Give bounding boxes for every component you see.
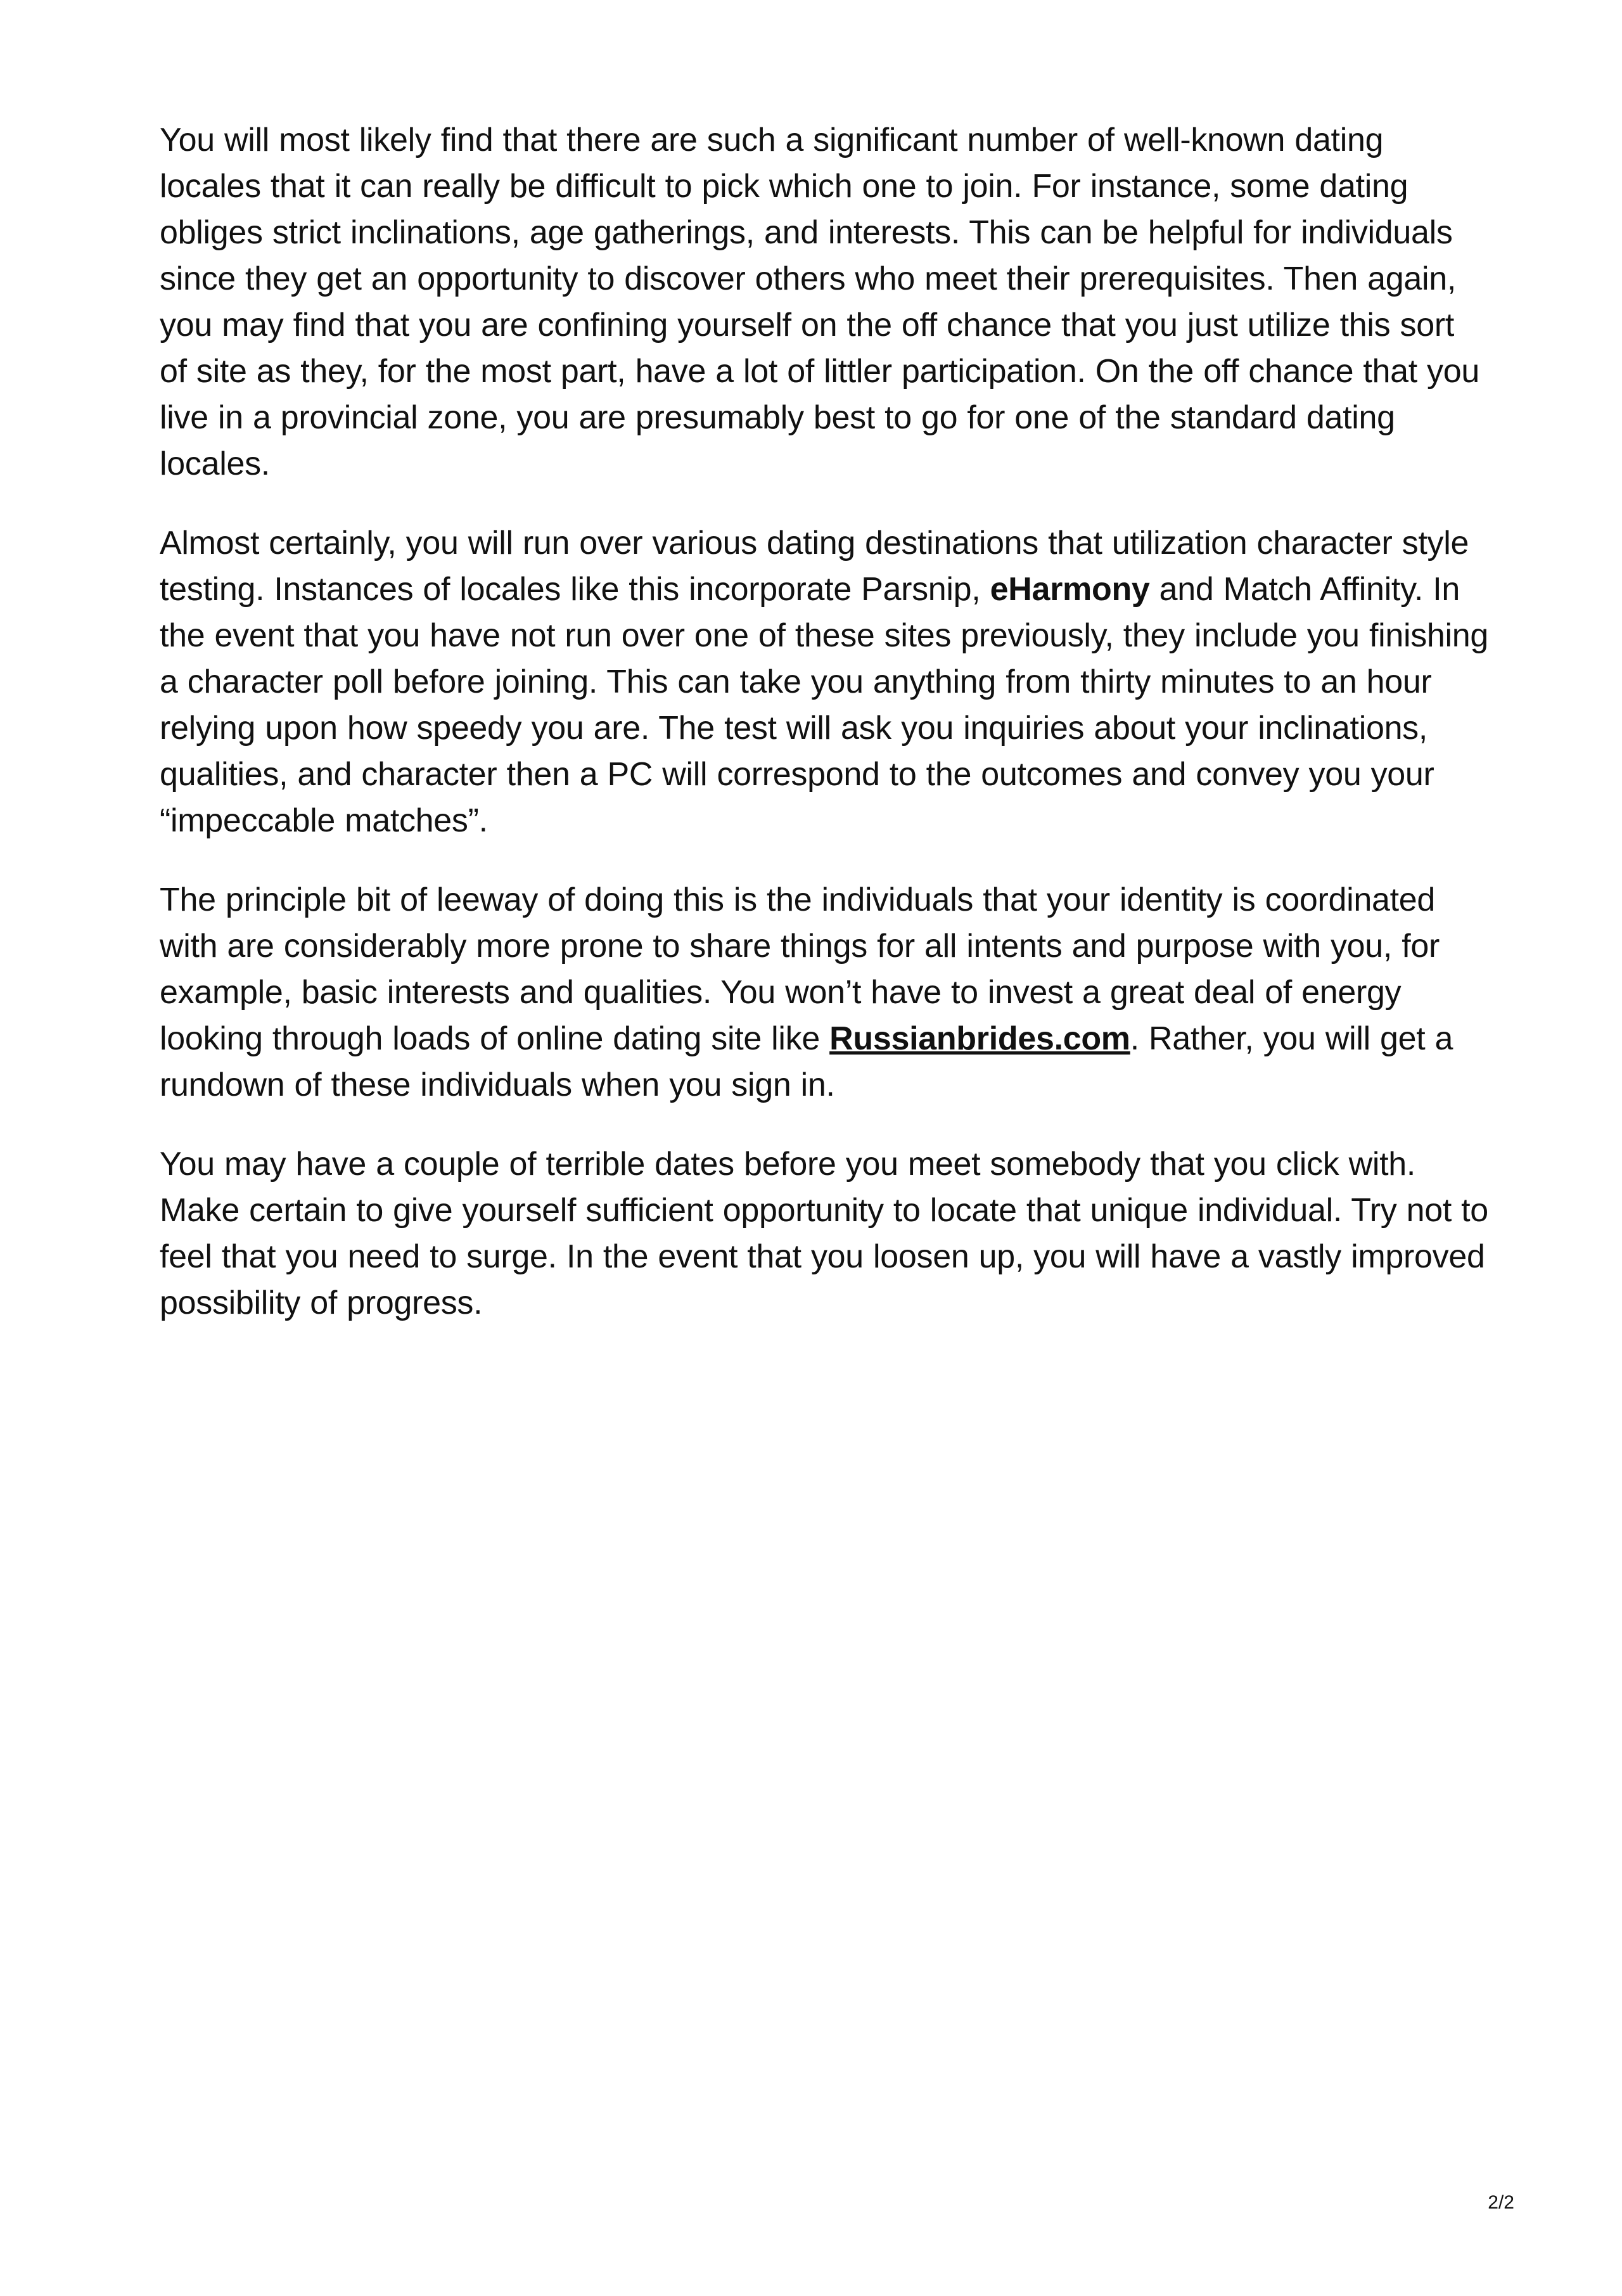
paragraph-text: You will most likely find that there are such a significant number of well-known dating locales that it can really be difficult to pick which one to join. For instance, some dating obliges strict inclinations, age gatherings, and interests. This can be helpful for individuals since they get an opportunity to discover others who meet their prerequisites. Then again, you may find that you are confining yourself on the off chance that you just utilize this sort of site as they, for the most part, have a lot of littler participation. On the off chance that you live in a provincial zone, you are presumably best to go for one of the standard dating locales. xyxy=(160,122,1479,482)
russianbrides-link[interactable]: Russianbrides.com xyxy=(829,1020,1130,1057)
page-number: 2/2 xyxy=(1488,2192,1514,2213)
article-body xyxy=(160,117,1490,1359)
paragraph-text: You may have a couple of terrible dates before you meet somebody that you click with. Make certain to give yourself sufficient opportunity to locate that unique individual. Try not to feel that you need to surge. In the event that you loosen up, you will have a vastly improved possibility of progress. xyxy=(160,1146,1488,1321)
paragraph-text-after: . Rather, you will get a rundown of these individuals when you sign in. xyxy=(160,1020,1453,1103)
paragraph-leeway xyxy=(160,877,1490,1108)
paragraph-text-after: and Match Affinity. In the event that you have not run over one of these sites previously, they include you finishing a character poll before joining. This can take you anything from thirty minutes to an hour relying upon how speedy you are. The test will ask you inquiries about your inclinations, qualities, and character then a PC will correspond to the outcomes and convey you your “impeccable matches”. xyxy=(160,571,1489,839)
paragraph-character-testing xyxy=(160,520,1490,844)
paragraph-dating-locales xyxy=(160,117,1490,487)
paragraph-terrible-dates xyxy=(160,1141,1490,1326)
paragraph-text-before: The principle bit of leeway of doing this is the individuals that your identity is coordinated with are considerably more prone to share things for all intents and purpose with you, for example, basic interests and qualities. You won’t have to invest a great deal of energy looking through loads of online dating site like xyxy=(160,882,1440,1057)
paragraph-text-before: Almost certainly, you will run over various dating destinations that utilization character style testing. Instances of locales like this incorporate Parsnip, xyxy=(160,525,1469,608)
eharmony-bold-text: eHarmony xyxy=(990,571,1150,608)
